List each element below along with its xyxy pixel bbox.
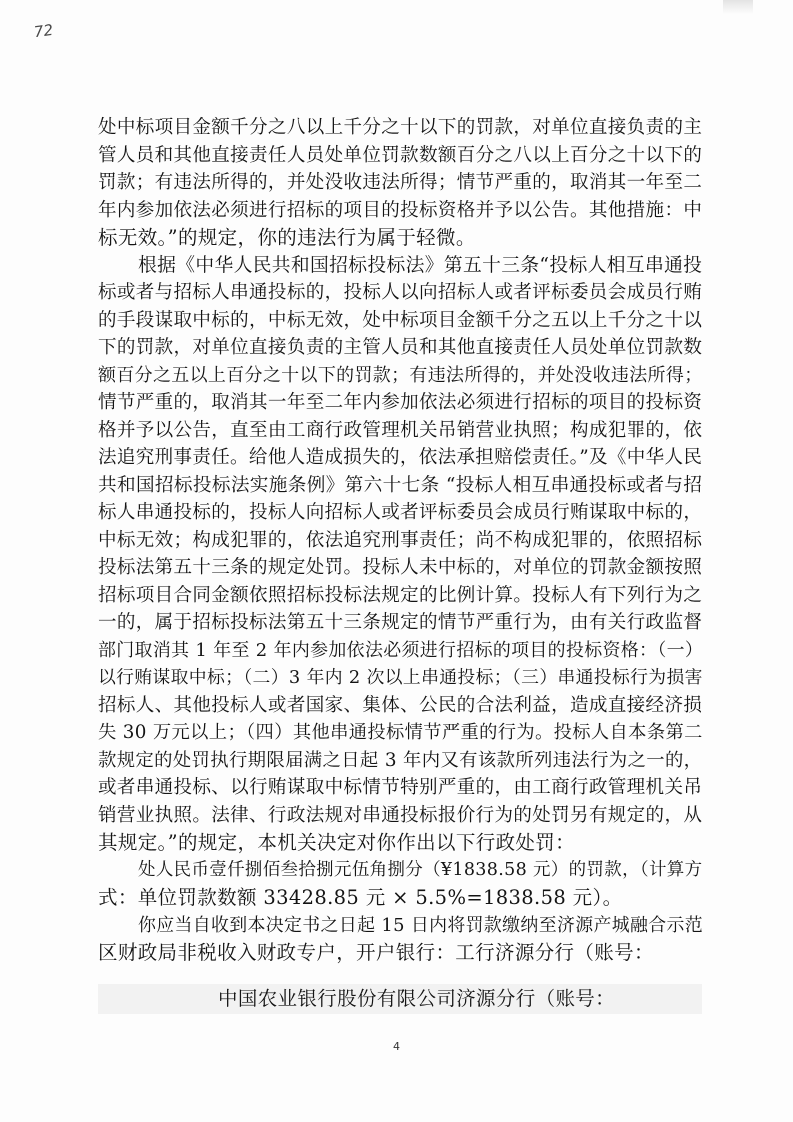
text-line: 销营业执照。法律、行政法规对串通投标报价行为的处罚另有规定的，从 bbox=[98, 804, 703, 826]
text-line: 法追究刑事责任。给他人造成损失的，依法承担赔偿责任。”及《中华人民 bbox=[98, 447, 703, 468]
text-line: 失 30 万元以上；（四）其他串通投标情节严重的行为。投标人自本条第二 bbox=[98, 722, 703, 743]
text-line: 罚款；有违法所得的，并处没收违法所得；情节严重的，取消其一年至二 bbox=[98, 172, 703, 193]
text-line: 投标法第五十三条的规定处罚。投标人未中标的，对单位的罚款金额按照 bbox=[98, 557, 703, 578]
text-line: 其规定。”的规定，本机关决定对你作出以下行政处罚： bbox=[98, 831, 575, 854]
text-line: 一的，属于招标投标法第五十三条规定的情节严重行为，由有关行政监督 bbox=[98, 612, 703, 633]
text-line: 招标项目合同金额依照招标投标法规定的比例计算。投标人有下列行为之 bbox=[98, 584, 703, 606]
text-line: 额百分之五以上百分之十以下的罚款；有违法所得的，并处没收违法所得； bbox=[98, 364, 703, 386]
handwritten-page-mark: 72 bbox=[32, 20, 55, 42]
text-line: 你应当自收到本决定书之日起 15 日内将罚款缴纳至济源产城融合示范 bbox=[138, 914, 703, 936]
text-line: 标或者与招标人串通投标的，投标人以向招标人或者评标委员会成员行贿 bbox=[98, 282, 703, 303]
text-line: 中标无效；构成犯罪的，依法追究刑事责任；尚不构成犯罪的，依照招标 bbox=[98, 529, 703, 551]
bank-account-line: 中国农业银行股份有限公司济源分行（账号： bbox=[218, 987, 616, 1010]
text-line: 情节严重的，取消其一年至二年内参加依法必须进行招标的项目的投标资 bbox=[98, 392, 703, 413]
text-line: 处人民币壹仟捌佰叁拾捌元伍角捌分（¥1838.58 元）的罚款，（计算方 bbox=[138, 859, 703, 880]
text-line: 的手段谋取中标的，中标无效，处中标项目金额千分之五以上千分之十以 bbox=[98, 309, 703, 331]
bank-line-highlight bbox=[98, 984, 702, 1014]
text-line: 管人员和其他直接责任人员处单位罚款数额百分之八以上百分之十以下的 bbox=[98, 144, 703, 166]
text-line: 以行贿谋取中标；（二）3 年内 2 次以上串通投标；（三）串通投标行为损害 bbox=[98, 667, 703, 688]
text-line: 根据《中华人民共和国招标投标法》第五十三条“投标人相互串通投 bbox=[138, 254, 703, 276]
text-line: 区财政局非税收入财政专户，开户银行：工行济源分行（账号： bbox=[98, 941, 654, 964]
text-line: 格并予以公告，直至由工商行政管理机关吊销营业执照；构成犯罪的，依 bbox=[98, 419, 703, 441]
text-line: 招标人、其他投标人或者国家、集体、公民的合法利益，造成直接经济损 bbox=[98, 694, 703, 716]
text-line: 下的罚款，对单位直接负责的主管人员和其他直接责任人员处单位罚款数 bbox=[98, 337, 703, 358]
text-line: 处中标项目金额千分之八以上千分之十以下的罚款，对单位直接负责的主 bbox=[98, 117, 703, 138]
text-line: 式：单位罚款数额 33428.85 元 × 5.5%=1838.58 元）。 bbox=[98, 886, 623, 909]
text-line: 标无效。”的规定，你的违法行为属于轻微。 bbox=[98, 226, 476, 249]
text-line: 年内参加依法必须进行招标的项目的投标资格并予以公告。其他措施：中 bbox=[98, 199, 703, 221]
text-line: 标人串通投标的，投标人向招标人或者评标委员会成员行贿谋取中标的， bbox=[98, 502, 703, 523]
page-number: 4 bbox=[393, 1040, 400, 1053]
text-line: 或者串通投标、以行贿谋取中标情节特别严重的，由工商行政管理机关吊 bbox=[98, 777, 703, 798]
text-line: 款规定的处罚执行期限届满之日起 3 年内又有该款所列违法行为之一的， bbox=[98, 749, 703, 771]
scan-smudge bbox=[723, 0, 753, 14]
document-body bbox=[98, 114, 702, 967]
text-line: 部门取消其 1 年至 2 年内参加依法必须进行招标的项目的投标资格：（一） bbox=[98, 639, 704, 661]
text-line: 共和国招标投标法实施条例》第六十七条 “投标人相互串通投标或者与招 bbox=[98, 474, 703, 496]
